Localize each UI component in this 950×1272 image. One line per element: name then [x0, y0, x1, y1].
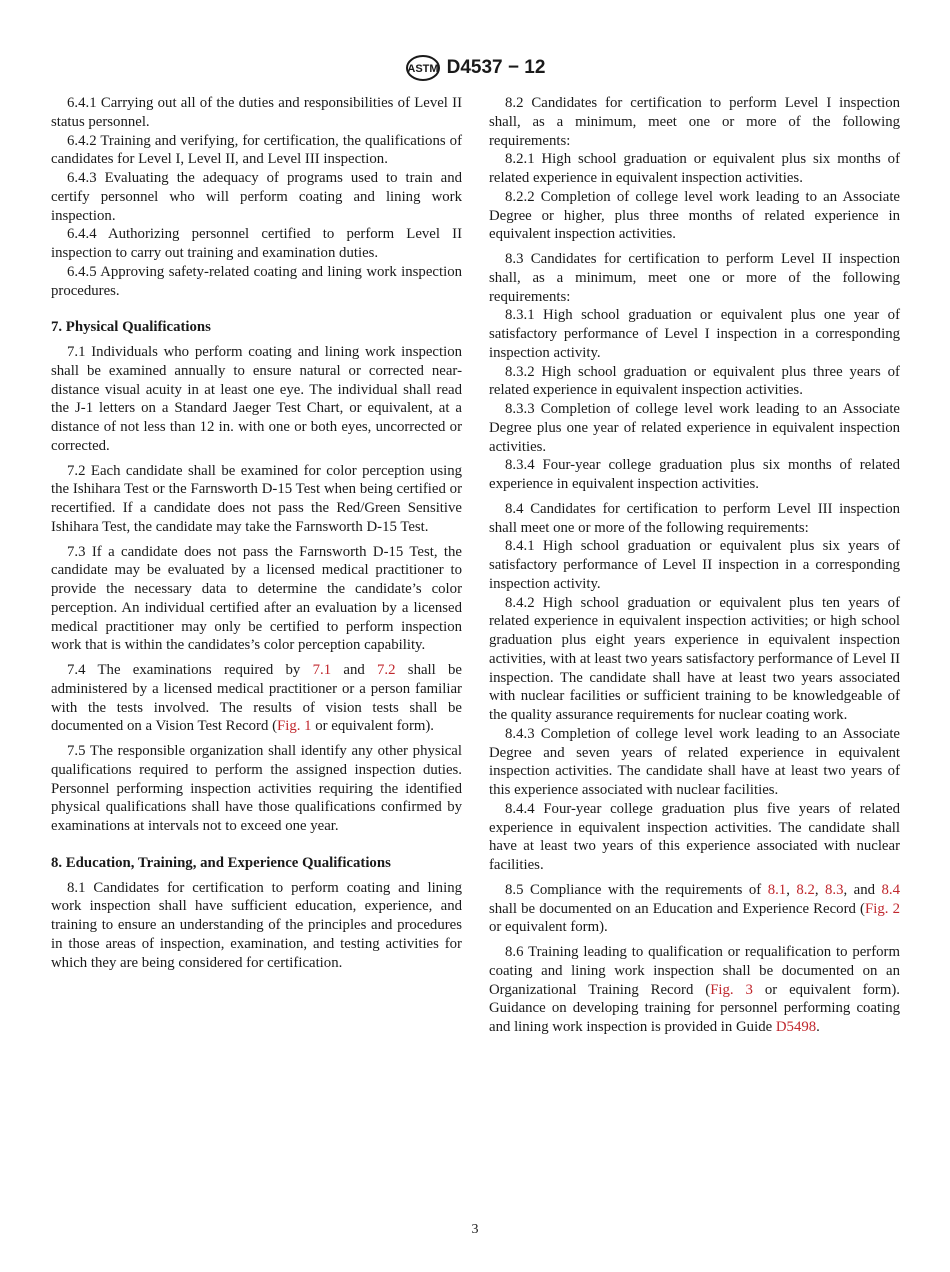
paragraph: [489, 456, 900, 494]
paragraph: [51, 543, 462, 656]
cross-reference-link[interactable]: 8.3: [825, 881, 844, 898]
astm-logo-icon: [405, 54, 441, 82]
paragraph-text: and: [331, 662, 378, 678]
paragraph-text: 8.3.3 Completion of college level work leading to an Associate Degree plus one year of related experience in equivalent inspection activities.: [489, 401, 900, 455]
paragraph: [51, 879, 462, 973]
cross-reference-link[interactable]: D5498: [775, 1019, 817, 1035]
paragraph-text: 8.2.2 Completion of college level work leading to an Associate Degree or higher, plus three months of related experience in equivalent inspection activities.: [489, 188, 900, 243]
paragraph-text: 8.5 Compliance with the requirements of: [505, 881, 768, 898]
paragraph-text: 8.3.1 High school graduation or equivalent plus one year of satisfactory performance of Level I inspection in a corresponding inspection activity.: [489, 307, 900, 361]
paragraph-text: 8.3.2 High school graduation or equivalent plus three years of related experience in equivalent inspection activities.: [489, 363, 900, 399]
page-header: [0, 54, 950, 82]
paragraph-text: 8.2.1 High school graduation or equivalent plus six months of related experience in equivalent inspection activities.: [489, 151, 900, 186]
paragraph: [489, 150, 900, 188]
paragraph-text: ,: [814, 881, 825, 898]
paragraph: [51, 343, 462, 456]
cross-reference-link[interactable]: Fig. 3: [710, 981, 753, 998]
paragraph: [489, 188, 900, 244]
paragraph-text: 8.4.4 Four-year college graduation plus five years of related experience in equivalent inspection activities. The candidate shall have at least two years of this experience associated with nuclear facilities.: [489, 800, 900, 873]
cross-reference-link[interactable]: 7.1: [312, 662, 332, 678]
paragraph-text: 7.3 If a candidate does not pass the Farnsworth D-15 Test, the candidate may be evaluated by a licensed medical practitioner to provide the necessary data to determine the candidate’s color perception. An individual certified after an evaluation by a licensed medical practitioner may only be certified to perform inspection work that is within the candidates’s color perception capability.: [51, 543, 462, 654]
paragraph: [489, 881, 900, 937]
paragraph-text: .: [816, 1019, 820, 1035]
paragraph: [51, 661, 462, 736]
paragraph: [489, 363, 900, 401]
section-heading: [51, 318, 462, 337]
paragraph: [489, 306, 900, 362]
svg-text:ASTM: ASTM: [407, 63, 439, 75]
paragraph-text: 7. Physical Qualifications: [51, 319, 211, 336]
paragraph: [489, 537, 900, 593]
paragraph-text: 8.4.1 High school graduation or equivalent plus six years of satisfactory performance of Level II inspection in a corresponding inspection activity.: [489, 538, 900, 592]
paragraph-text: 8.6 Training leading to qualification or requalification to perform coating and lining work inspection shall be documented on an Organizational Training Record (: [489, 944, 900, 998]
paragraph-text: 8.1 Candidates for certification to perform coating and lining work inspection shall have sufficient education, experience, and training to ensure an understanding of the principles and procedures in those areas of inspection, examination, and testing activities for which they are being considered for certification.: [51, 879, 462, 971]
paragraph: [489, 250, 900, 306]
paragraph: [51, 169, 462, 225]
paragraph-text: 8.3.4 Four-year college graduation plus six months of related experience in equivalent inspection activities.: [489, 457, 900, 492]
paragraph-text: , and: [843, 881, 882, 898]
paragraph: [51, 132, 462, 170]
paragraph-text: 7.4 The examinations required by: [67, 662, 313, 678]
paragraph-text: 7.5 The responsible organization shall identify any other physical qualifications required to perform the assigned inspection duties. Personnel performing inspection activities requiring the identified physical qualifications shall have those qualifications confirmed by examinations at intervals not to exceed one year.: [51, 743, 462, 834]
paragraph-text: 6.4.2 Training and verifying, for certification, the qualifications of candidates for Level I, Level II, and Level III inspection.: [51, 132, 462, 168]
page-number: 3: [471, 1222, 479, 1237]
paragraph-text: 8.4.2 High school graduation or equivalent plus ten years of related experience in equivalent inspection activities; or high school graduation plus eight years experience in equivalent inspection activities, with at least two years satisfactory performance of Level II inspection. The candidate shall have at least two years associated with nuclear facilities or sufficient training to be knowledgeable of the quality assurance requirements for nuclear coating work.: [489, 594, 900, 723]
cross-reference-link[interactable]: 8.4: [881, 881, 900, 898]
paragraph-text: or equivalent form). Guidance on developing training for personnel performing coating and lining work inspection is provided in Guide: [489, 981, 900, 1035]
paragraph-text: 6.4.1 Carrying out all of the duties and responsibilities of Level II status personnel.: [51, 95, 462, 130]
paragraph-text: 6.4.4 Authorizing personnel certified to perform Level II inspection to carry out training and examination duties.: [51, 226, 462, 261]
paragraph-text: 8.4 Candidates for certification to perform Level III inspection shall meet one or more of the following requirements:: [489, 500, 900, 536]
paragraph: [489, 594, 900, 725]
cross-reference-link[interactable]: Fig. 2: [865, 900, 900, 917]
paragraph: [489, 725, 900, 800]
paragraph-text: 8. Education, Training, and Experience Qualifications: [51, 854, 391, 871]
right-column: [489, 94, 900, 1037]
paragraph: [489, 94, 900, 150]
cross-reference-link[interactable]: Fig. 1: [277, 718, 312, 735]
paragraph-text: shall be administered by a licensed medical practitioner or a person familiar with the tests involved. The results of vision tests shall be documented on a Vision Test Record (: [51, 662, 462, 735]
cross-reference-link[interactable]: 7.2: [377, 662, 396, 678]
section-heading: [51, 854, 462, 873]
paragraph: [489, 800, 900, 875]
paragraph: [489, 943, 900, 1037]
paragraph-text: 6.4.5 Approving safety-related coating and lining work inspection procedures.: [51, 263, 462, 299]
paragraph-text: 7.1 Individuals who perform coating and lining work inspection shall be examined annually to ensure natural or corrected near-distance visual acuity in at least one eye. The individual shall read the J-1 letters on a Standard Jaeger Test Chart, or equivalent, at a distance of not less than 12 in. with one or both eyes, uncorrected or corrected.: [51, 344, 462, 454]
document-id: D4537 − 12: [446, 57, 546, 78]
cross-reference-link[interactable]: 8.2: [796, 881, 815, 898]
paragraph: [489, 500, 900, 538]
paragraph-text: 8.4.3 Completion of college level work leading to an Associate Degree and seven years of related experience in equivalent inspection activities. The candidate shall have at least two years of this experience associated with nuclear facilities.: [489, 725, 900, 798]
cross-reference-link[interactable]: 8.1: [767, 881, 787, 898]
paragraph: [51, 263, 462, 301]
paragraph-text: ,: [786, 881, 797, 898]
paragraph: [51, 742, 462, 836]
paragraph: [51, 225, 462, 263]
paragraph-text: 6.4.3 Evaluating the adequacy of programs used to train and certify personnel who will perform coating and lining work inspection.: [51, 170, 462, 224]
paragraph: [51, 462, 462, 537]
paragraph-text: 8.2 Candidates for certification to perform Level I inspection shall, as a minimum, meet one or more of the following requirements:: [489, 95, 900, 149]
paragraph: [489, 400, 900, 456]
paragraph-text: or equivalent form).: [489, 919, 608, 936]
paragraph-text: or equivalent form).: [311, 718, 435, 735]
left-column: [51, 94, 462, 972]
paragraph: [51, 94, 462, 132]
paragraph-text: 8.3 Candidates for certification to perform Level II inspection shall, as a minimum, meet one or more of the following requirements:: [489, 251, 900, 305]
paragraph-text: 7.2 Each candidate shall be examined for color perception using the Ishihara Test or the Farnsworth D-15 Test when being certified or recertified. If a candidate does not pass the Red/Green Sensitive Ishihara Test, the candidate may take the Farnsworth D-15 Test.: [51, 462, 462, 535]
paragraph-text: shall be documented on an Education and Experience Record (: [489, 900, 865, 917]
